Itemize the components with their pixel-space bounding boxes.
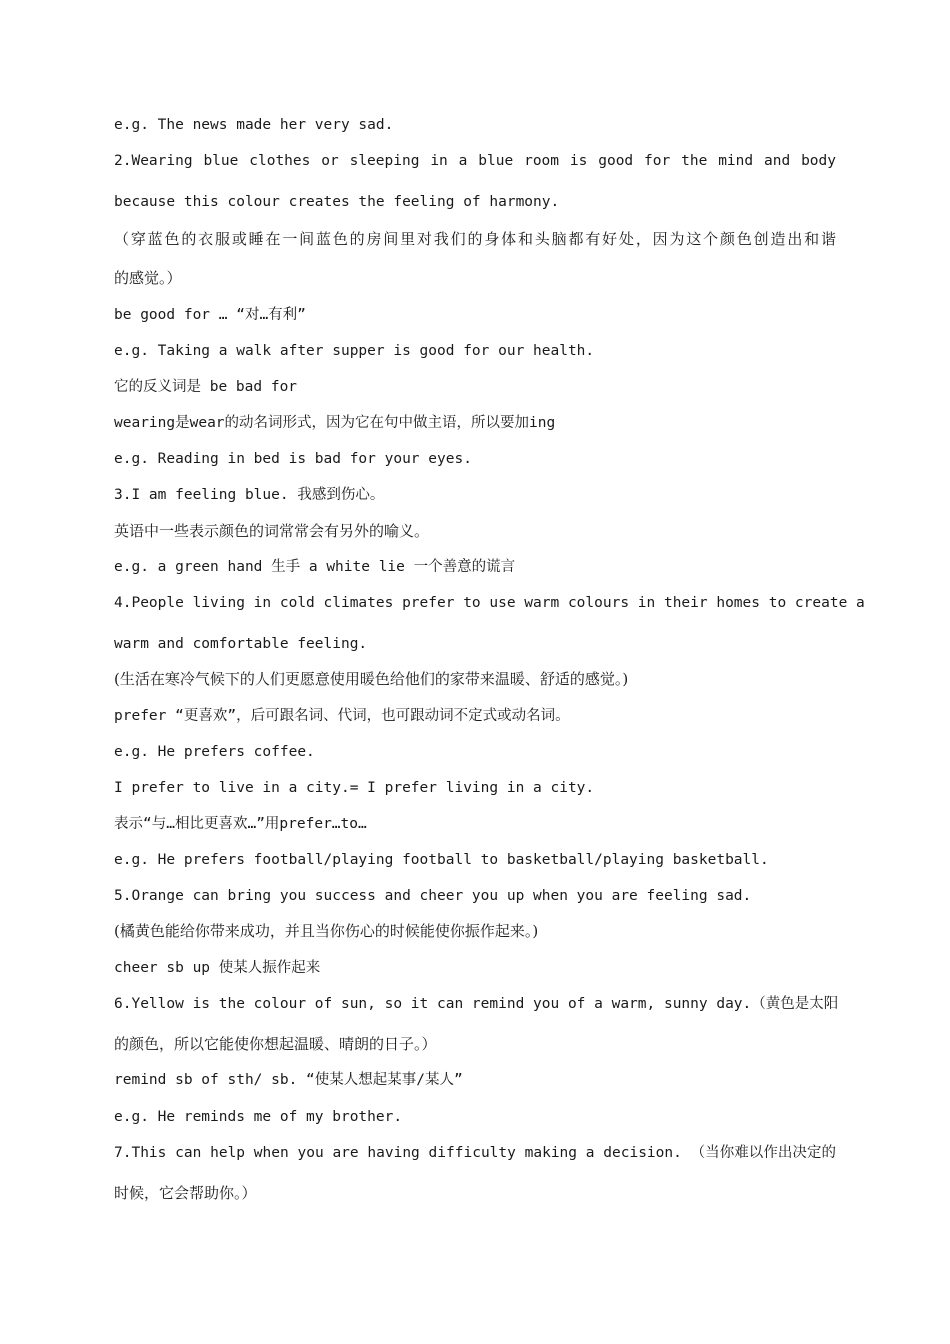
example-sentence: e.g. He reminds me of my brother.	[114, 1109, 403, 1125]
point-5-sentence: 5.Orange can bring you success and cheer you up when you are feeling sad.	[114, 888, 752, 904]
point-2-sentence-cont: because this colour creates the feeling of harmony.	[114, 194, 560, 210]
point-3-sentence: 3.I am feeling blue. 我感到伤心。	[114, 487, 385, 503]
example-sentence: e.g. He prefers coffee.	[114, 744, 315, 760]
example-sentence: e.g. a green hand 生手 a white lie 一个善意的谎言	[114, 559, 516, 575]
phrase-be-good-for: be good for … “对…有利”	[114, 307, 306, 323]
gerund-note: wearing是wear的动名词形式，因为它在句中做主语，所以要加ing	[114, 415, 556, 431]
point-5-translation: (橘黄色能给你带来成功，并且当你伤心的时候能使你振作起来。)	[114, 922, 539, 940]
colour-metaphor-note: 英语中一些表示颜色的词常常会有另外的喻义。	[114, 522, 430, 540]
point-2-translation: （穿蓝色的衣服或睡在一间蓝色的房间里对我们的身体和头脑都有好处，因为这个颜色创造出和谐	[114, 230, 836, 248]
example-sentence: e.g. Taking a walk after supper is good for our health.	[114, 343, 595, 359]
phrase-cheer-up: cheer sb up 使某人振作起来	[114, 960, 321, 976]
example-sentence: I prefer to live in a city.= I prefer living in a city.	[114, 780, 595, 796]
point-4-translation: (生活在寒冷气候下的人们更愿意使用暖色给他们的家带来温暖、舒适的感觉。)	[114, 670, 629, 688]
point-6-translation-cont: 的颜色，所以它能使你想起温暖、晴朗的日子。）	[114, 1035, 437, 1053]
antonym-note: 它的反义词是 be bad for	[114, 379, 298, 395]
point-7-sentence: 7.This can help when you are having difficulty making a decision. （当你难以作出决定的	[114, 1145, 836, 1161]
point-2-translation-cont: 的感觉。）	[114, 269, 182, 287]
example-sentence: e.g. Reading in bed is bad for your eyes.	[114, 451, 472, 467]
example-sentence: e.g. He prefers football/playing football to basketball/playing basketball.	[114, 852, 769, 868]
point-2-sentence: 2.Wearing blue clothes or sleeping in a blue room is good for the mind and body	[114, 153, 836, 169]
point-7-translation-cont: 时候，它会帮助你。）	[114, 1184, 257, 1202]
point-4-sentence-cont: warm and comfortable feeling.	[114, 636, 368, 652]
prefer-to-note: 表示“与…相比更喜欢…”用prefer…to…	[114, 816, 367, 832]
example-sentence: e.g. The news made her very sad.	[114, 117, 394, 133]
prefer-note: prefer “更喜欢”，后可跟名词、代词，也可跟动词不定式或动名词。	[114, 708, 570, 724]
point-4-sentence: 4.People living in cold climates prefer to use warm colours in their homes to create a	[114, 595, 865, 611]
phrase-remind-of: remind sb of sth/ sb. “使某人想起某事/某人”	[114, 1072, 463, 1088]
point-6-sentence: 6.Yellow is the colour of sun, so it can remind you of a warm, sunny day.（黄色是太阳	[114, 996, 839, 1012]
